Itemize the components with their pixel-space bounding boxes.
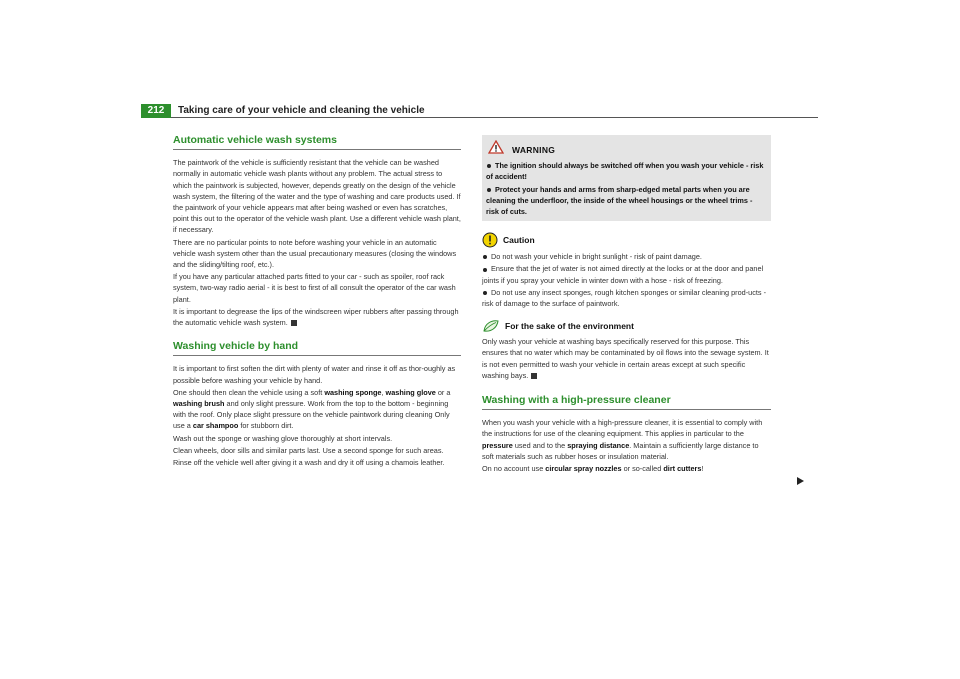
environment-leaf-icon	[482, 319, 500, 333]
end-of-section-icon	[291, 320, 297, 326]
bold-term: car shampoo	[192, 421, 239, 431]
caution-item	[482, 251, 771, 262]
paragraph	[482, 417, 771, 462]
header-title: Taking care of your vehicle and cleaning the vehicle	[178, 105, 425, 116]
bold-term: circular spray nozzles	[545, 464, 622, 474]
text-run: for stubborn dirt.	[238, 421, 294, 431]
paragraph: Clean wheels, door sills and similar parts last. Use a second sponge for such areas.	[173, 445, 444, 455]
caution-item	[482, 263, 771, 285]
paragraph	[482, 336, 771, 381]
text-run: and only slight pressure. Work from the top to the bottom - beginning with the roof. Only place slight pressure on the vehicle paintwork during cleaning Only use a	[173, 399, 450, 431]
text-run: used and to the	[512, 440, 568, 450]
bullet-icon	[483, 291, 487, 295]
warning-text: The ignition should always be switched off when you wash your vehicle - risk of accident!	[486, 161, 764, 182]
section-title-hand-wash: Washing vehicle by hand	[173, 341, 461, 356]
caution-heading	[482, 232, 771, 248]
bullet-icon	[487, 188, 491, 192]
paragraph: Wash out the sponge or washing glove thoroughly at short intervals.	[173, 433, 393, 443]
paragraph-text: It is important to degrease the lips of the windscreen wiper rubbers after passing through the automatic vehicle wash system.	[173, 306, 459, 328]
bullet-icon	[487, 164, 491, 168]
caution-text: Do not use any insect sponges, rough kitchen sponges or similar cleaning prod-ucts - risk of damage to the surface of paintwork.	[482, 287, 766, 309]
warning-box	[482, 135, 771, 221]
warning-title: WARNING	[512, 145, 556, 155]
environment-title: For the sake of the environment	[505, 320, 634, 331]
page-number: 212	[141, 104, 171, 118]
caution-text: Do not wash your vehicle in bright sunlight - risk of paint damage.	[491, 252, 702, 262]
paragraph: It is important to first soften the dirt with plenty of water and rinse it off as thor-oughly as possible before washing your vehicle by hand.	[173, 364, 456, 385]
text-run: ,	[381, 387, 386, 397]
text-run: or so-called	[621, 464, 664, 474]
paragraph: Rinse off the vehicle well after giving it a wash and dry it off using a chamois leather.	[173, 458, 445, 468]
paragraph: There are no particular points to note before washing your vehicle in an automatic vehicle wash system other than the usual precautionary measures (closing the windows and the sliding/tilting roof, etc.).	[173, 237, 457, 270]
paragraph	[173, 306, 461, 328]
continue-arrow-icon	[797, 477, 804, 485]
text-run: On no account use	[482, 464, 546, 474]
paragraph: The paintwork of the vehicle is sufficiently resistant that the vehicle can be washed normally in automatic vehicle wash plants without any problem. The actual stress to which the paintwork is subjected, however, depends greatly on the design of the vehicle wash system, the filtering of the water and the type of washing and care products used. If the paintwork of your vehicle appears mat after being washed or even has scratches, point this out to the operator of the vehicle wash plant. Use a different vehicle wash plant, if necessary.	[173, 158, 461, 235]
header-rule	[171, 117, 818, 118]
paragraph	[482, 463, 771, 474]
right-column	[482, 135, 771, 475]
caution-item	[482, 287, 771, 309]
bold-term: spraying distance	[567, 440, 630, 450]
text-run: !	[701, 464, 704, 474]
bullet-icon	[483, 255, 487, 259]
section-title-automatic-wash: Automatic vehicle wash systems	[173, 135, 461, 150]
warning-text: Protect your hands and arms from sharp-edged metal parts when you are cleaning the underfloor, the inside of the wheel housings or the wheel trims - risk of cuts.	[486, 184, 753, 217]
bold-term: washing sponge	[324, 387, 382, 397]
text-run: . Maintain a sufficiently large distance to soft materials such as rubber hoses or insulation material.	[482, 440, 759, 461]
bold-term: washing glove	[385, 387, 436, 397]
bold-term: pressure	[482, 440, 513, 450]
bullet-icon	[483, 268, 487, 272]
bold-term: washing brush	[173, 399, 225, 409]
text-run: or a	[435, 387, 451, 397]
left-column	[173, 135, 461, 469]
paragraph	[173, 387, 461, 432]
end-of-section-icon	[531, 373, 537, 379]
text-run: One should then clean the vehicle using a soft	[173, 387, 325, 397]
warning-triangle-icon	[488, 140, 504, 157]
paragraph: If you have any particular attached parts fitted to your car - such as spoiler, roof rack system, two-way radio aerial - it is best to first of all consult the operator of the car wash plant.	[173, 272, 456, 304]
environment-text: Only wash your vehicle at washing bays specifically reserved for this purpose. This ensures that no water which may be contaminated by oil flows into the sewage system. It is not even permitted to wash your vehicle in certain areas except at such specific washing bays.	[482, 337, 769, 380]
caution-icon	[482, 232, 498, 248]
section-title-high-pressure: Washing with a high-pressure cleaner	[482, 395, 771, 410]
warning-item	[486, 160, 767, 182]
text-run: When you wash your vehicle with a high-pressure cleaner, it is essential to comply with the instructions for use of the cleaning equipment. This applies in particular to the	[482, 418, 763, 439]
environment-heading	[482, 319, 771, 333]
caution-title: Caution	[503, 234, 535, 245]
caution-text: Ensure that the jet of water is not aimed directly at the locks or at the door and panel joints if you spray your vehicle in winter down with a hose - risk of freezing.	[482, 264, 764, 285]
bold-term: dirt cutters	[663, 464, 702, 474]
warning-item	[486, 184, 767, 218]
